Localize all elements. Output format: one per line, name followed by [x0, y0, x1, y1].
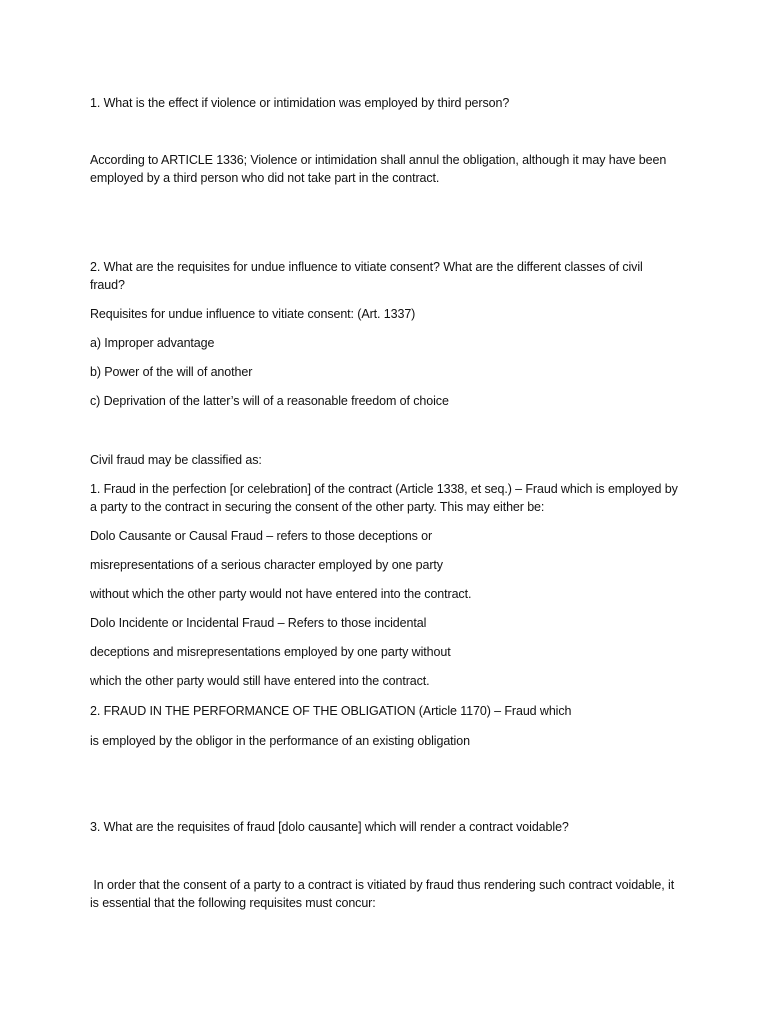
- dolo-causante-line-1: Dolo Causante or Causal Fraud – refers to those deceptions or: [90, 529, 433, 543]
- undue-item-c: c) Deprivation of the latter’s will of a reasonable freedom of choice: [90, 394, 449, 408]
- dolo-incidente-line-2: deceptions and misrepresentations employed by one party without: [90, 645, 451, 659]
- question-3: 3. What are the requisites of fraud [dolo causante] which will render a contract voidable?: [90, 820, 569, 834]
- dolo-incidente-line-3: which the other party would still have entered into the contract.: [90, 674, 430, 688]
- civil-fraud-heading: Civil fraud may be classified as:: [90, 453, 262, 467]
- answer-3: In order that the consent of a party to a contract is vitiated by fraud thus rendering such contract voidable, it is essential that the following requisites must concur:: [90, 878, 678, 910]
- undue-influence-heading: Requisites for undue influence to vitiate consent: (Art. 1337): [90, 307, 416, 321]
- answer-1: According to ARTICLE 1336; Violence or intimidation shall annul the obligation, although it may have been employed by a third person who did not take part in the contract.: [90, 153, 667, 185]
- question-1: 1. What is the effect if violence or intimidation was employed by third person?: [90, 96, 510, 110]
- dolo-causante-line-2: misrepresentations of a serious character employed by one party: [90, 558, 443, 572]
- fraud-type-2-line-2: is employed by the obligor in the performance of an existing obligation: [90, 734, 470, 748]
- fraud-type-1: 1. Fraud in the perfection [or celebration] of the contract (Article 1338, et seq.) – Fraud which is employed by a party to the contract in securing the consent of the other party. This may either be:: [90, 482, 678, 514]
- dolo-causante-line-3: without which the other party would not have entered into the contract.: [90, 587, 472, 601]
- dolo-incidente-line-1: Dolo Incidente or Incidental Fraud – Refers to those incidental: [90, 616, 427, 630]
- undue-item-b: b) Power of the will of another: [90, 365, 253, 379]
- question-2: 2. What are the requisites for undue influence to vitiate consent? What are the different classes of civil fraud?: [90, 260, 643, 292]
- undue-item-a: a) Improper advantage: [90, 336, 215, 350]
- fraud-type-2-line-1: 2. FRAUD IN THE PERFORMANCE OF THE OBLIGATION (Article 1170) – Fraud which: [90, 704, 572, 718]
